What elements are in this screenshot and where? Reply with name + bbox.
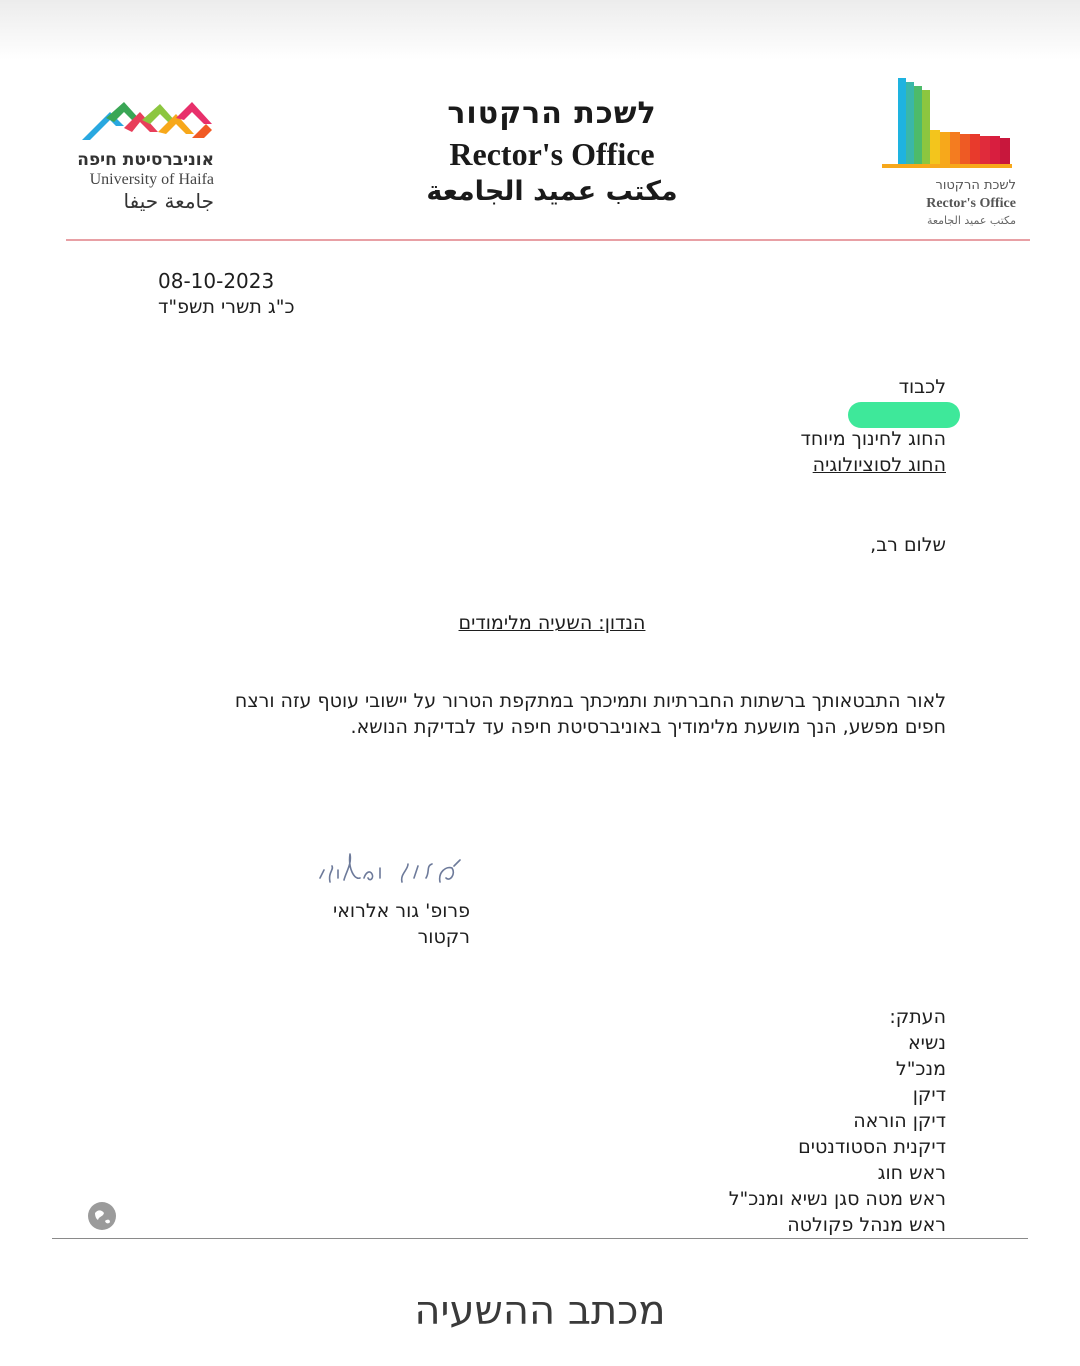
signatory-name: פרופ' גור אלרואי xyxy=(332,900,470,922)
recipient-line2: החוג לסוציולוגיה xyxy=(812,454,946,476)
office-title-he: לשכת הרקטור xyxy=(447,96,657,131)
cc-item: דיקן הוראה xyxy=(853,1110,946,1132)
recipient-to-label: לכבוד xyxy=(898,376,946,398)
letter-document xyxy=(52,70,1028,1239)
body-line1: לאור התבטאותך ברשתות החברתיות ותמיכתך במתקפת הטרור על יישובי עוטף עזה ורצח xyxy=(234,690,946,712)
rector-office-logo xyxy=(872,76,1022,232)
subject-line: הנדון: השעיה מלימודים xyxy=(458,612,646,634)
signatory-title: רקטור xyxy=(417,926,470,948)
university-name-ar: جامعة حيفا xyxy=(123,189,214,213)
caption: מכתב ההשעיה xyxy=(414,1288,666,1334)
globe-icon[interactable] xyxy=(86,1200,118,1232)
rector-logo-en: Rector's Office xyxy=(926,196,1016,211)
cc-item: ראש חוג xyxy=(877,1162,946,1184)
university-name-en: University of Haifa xyxy=(89,171,214,188)
header-rule xyxy=(66,239,1030,241)
cc-item: דיקנית הסטודנטים xyxy=(798,1136,946,1158)
date-hebrew: כ"ג תשרי תשפ"ד xyxy=(158,296,295,318)
greeting: שלום רב, xyxy=(870,534,946,556)
cc-item: ראש מנהל פקולטה xyxy=(787,1214,946,1236)
office-title-ar: مكتب عميد الجامعة xyxy=(426,176,678,207)
rector-logo-he: לשכת הרקטור xyxy=(935,178,1016,193)
university-logo-icon xyxy=(80,98,214,154)
cc-label: העתק: xyxy=(889,1006,946,1028)
top-fade xyxy=(0,0,1080,60)
rector-logo-ar: مكتب عميد الجامعة xyxy=(926,214,1016,227)
handwritten-signature xyxy=(314,842,484,902)
body-line2: חפים מפשע, הנך מושעת מלימודיך באוניברסיטת חיפה עד לבדיקת הנושא. xyxy=(350,716,946,738)
office-title-en: Rector's Office xyxy=(449,136,655,172)
redaction-mark xyxy=(848,402,960,428)
rector-building-icon xyxy=(872,76,1022,176)
cc-item: מנכ"ל xyxy=(895,1058,946,1080)
recipient-line1: החוג לחינוך מיוחד xyxy=(800,428,946,450)
university-logo xyxy=(77,98,220,218)
university-name-he: אוניברסיטת חיפה xyxy=(77,150,214,170)
cc-item: דיקן xyxy=(912,1084,946,1106)
date-gregorian: 08-10-2023 xyxy=(158,269,275,293)
cc-item: ראש מטה סגן נשיא ומנכ"ל xyxy=(728,1188,946,1210)
cc-item: נשיא xyxy=(907,1032,946,1054)
